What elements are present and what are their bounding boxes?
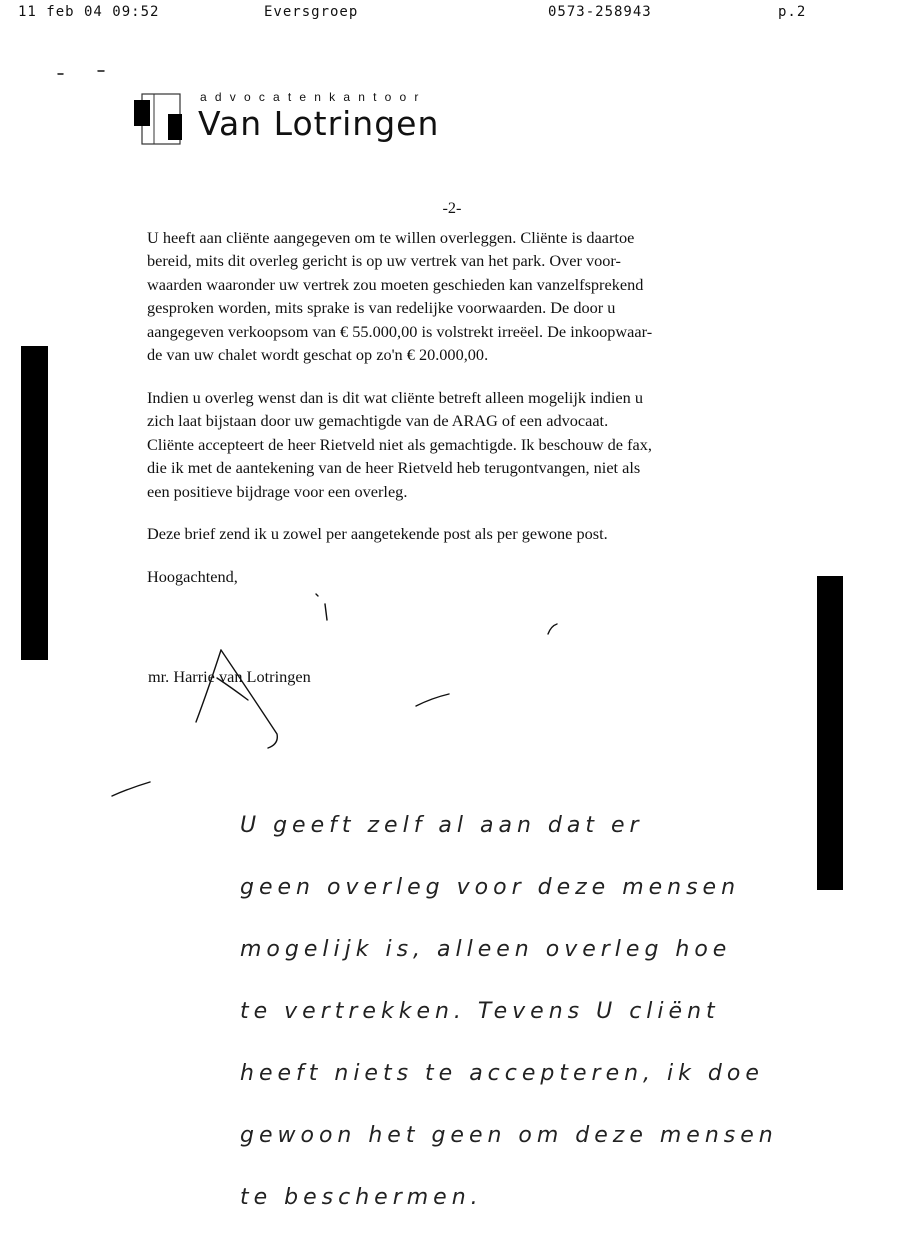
text-line: die ik met de aantekening van de heer Rietveld heb terugontvangen, niet als <box>147 458 641 477</box>
text-line: Deze brief zend ik u zowel per aangetekende post als per gewone post. <box>147 524 608 543</box>
handwritten-line: geen overleg voor deze mensen <box>240 875 741 900</box>
handwritten-line: heeft niets te accepteren, ik doe <box>240 1061 764 1086</box>
letterhead-subtitle: advocatenkantoor <box>200 90 427 104</box>
fax-phone: 0573-258943 <box>548 4 652 20</box>
text-line: U heeft aan cliënte aangegeven om te willen overleggen. Cliënte is daartoe <box>147 227 635 247</box>
text-line: bereid, mits dit overleg gericht is op uw vertrek van het park. Over voor- <box>147 251 621 270</box>
text-line: gesproken worden, mits sprake is van redelijke voorwaarden. De door u <box>147 298 616 317</box>
handwritten-line: te beschermen. <box>240 1185 483 1210</box>
fax-page: p.2 <box>778 4 807 20</box>
handwritten-line: mogelijk is, alleen overleg hoe <box>240 937 732 962</box>
fax-sender: Eversgroep <box>264 4 359 20</box>
text-line: Cliënte accepteert de heer Rietveld niet als gemachtigde. Ik beschouw de fax, <box>147 434 652 454</box>
text-line: Indien u overleg wenst dan is dit wat cliënte betreft alleen mogelijk indien u <box>147 387 643 407</box>
text-line: een positieve bijdrage voor een overleg. <box>147 481 408 501</box>
text-line: waarden waaronder uw vertrek zou moeten geschieden kan vanzelfsprekend <box>147 274 644 294</box>
text-line: zich laat bijstaan door uw gemachtigde van de ARAG of een advocaat. <box>147 411 609 430</box>
signer-name: mr. Harrie van Lotringen <box>148 667 311 686</box>
closing: Hoogachtend, <box>147 566 238 586</box>
handwritten-line: U geeft zelf al aan dat er <box>240 813 644 838</box>
handwritten-note <box>240 795 840 1229</box>
page-number: -2- <box>442 198 462 217</box>
handwritten-line: gewoon het geen om deze mensen <box>240 1123 778 1148</box>
fax-datetime: 11 feb 04 09:52 <box>18 4 160 20</box>
handwritten-line: te vertrekken. Tevens U cliënt <box>240 999 720 1024</box>
text-line: de van uw chalet wordt geschat op zo'n € 20.000,00. <box>147 345 489 364</box>
text-line: aangegeven verkoopsom van € 55.000,00 is volstrekt irreëel. De inkoopwaar- <box>147 321 653 341</box>
letterhead-name: Van Lotringen <box>198 104 440 143</box>
